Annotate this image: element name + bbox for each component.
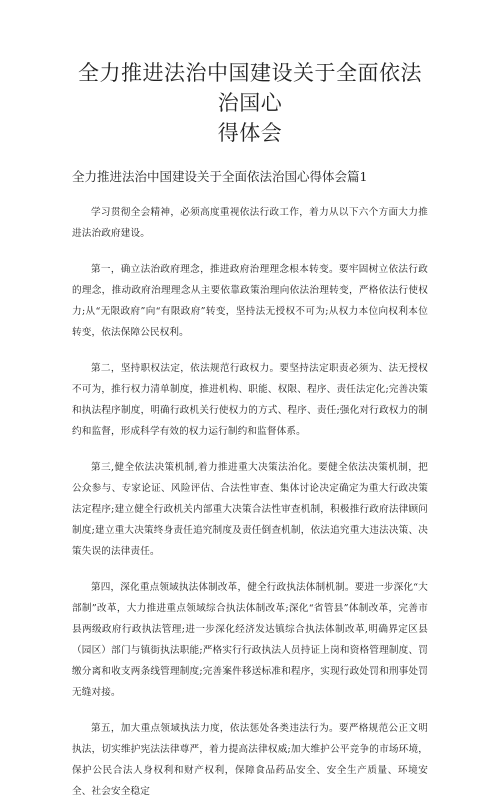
paragraph-point-5: 第五，加大重点领域执法力度，依法惩处各类违法行为。要严格规范公正文明执法，切实维护宪法法律尊严，着力提高法律权威;加大维护公平竞争的市场环境，保护公民合法人身权利和财产权利，保障食品药品安全、安全生产质量、环境安全、社会安全稳定 bbox=[72, 723, 428, 797]
document-title bbox=[72, 58, 428, 148]
paragraph-intro: 学习贯彻全会精神，必须高度重视依法行政工作，着力从以下六个方面大力推进法治政府建设。 bbox=[72, 207, 428, 239]
paragraph-point-2: 第二，坚持职权法定，依法规范行政权力。要坚持法定职责必须为、法无授权不可为，推行权力清单制度，推进机构、职能、权限、程序、责任法定化;完善决策和执法程序制度，明确行政机关行使权力的方式、程序、责任;强化对行政权力的制约和监督，形成科学有效的权力运行制约和监督体系。 bbox=[72, 363, 428, 437]
document-title-line-2: 得体会 bbox=[217, 121, 283, 145]
paragraph-point-1: 第一，确立法治政府理念，推进政府治理理念根本转变。要牢固树立依法行政的理念，推动政府治理理念从主要依靠政策治理向依法治理转变，严格依法行使权力;从“无限政府”向“有限政府”转变，坚持法无授权不可为;从权力本位向权利本位转变，依法保障公民权利。 bbox=[72, 264, 428, 338]
section-heading: 全力推进法治中国建设关于全面依法治国心得体会篇1 bbox=[72, 169, 368, 184]
paragraph-point-4: 第四，深化重点领域执法体制改革，健全行政执法体制机制。要进一步深化“大部制”改革，大力推进重点领域综合执法体制改革;深化“省管县”体制改革，完善市县两级政府行政执法管理;进一步深化经济发达镇综合执法体制改革,明确界定区县（园区）部门与镇街执法职能;严格实行行政执法人员持证上岗和资格管理制度、罚缴分离和收支两条线管理制度;完善案件移送标准和程序，实现行政处罚和刑事处罚无缝对接。 bbox=[72, 582, 428, 698]
document-title-line-1: 全力推进法治中国建设关于全面依法治国心 bbox=[78, 61, 422, 115]
paragraph-point-3: 第三,健全依法决策机制,着力推进重大决策法治化。要健全依法决策机制，把公众参与、专家论证、风险评估、合法性审查、集体讨论决定确定为重大行政决策法定程序;建立健全行政机关内部重大决策合法性审查机制，积极推行政府法律顾问制度;建立重大决策终身责任追究制度及责任倒查机制，依法追究重大违法决策、决策失误的法律责任。 bbox=[72, 462, 428, 557]
